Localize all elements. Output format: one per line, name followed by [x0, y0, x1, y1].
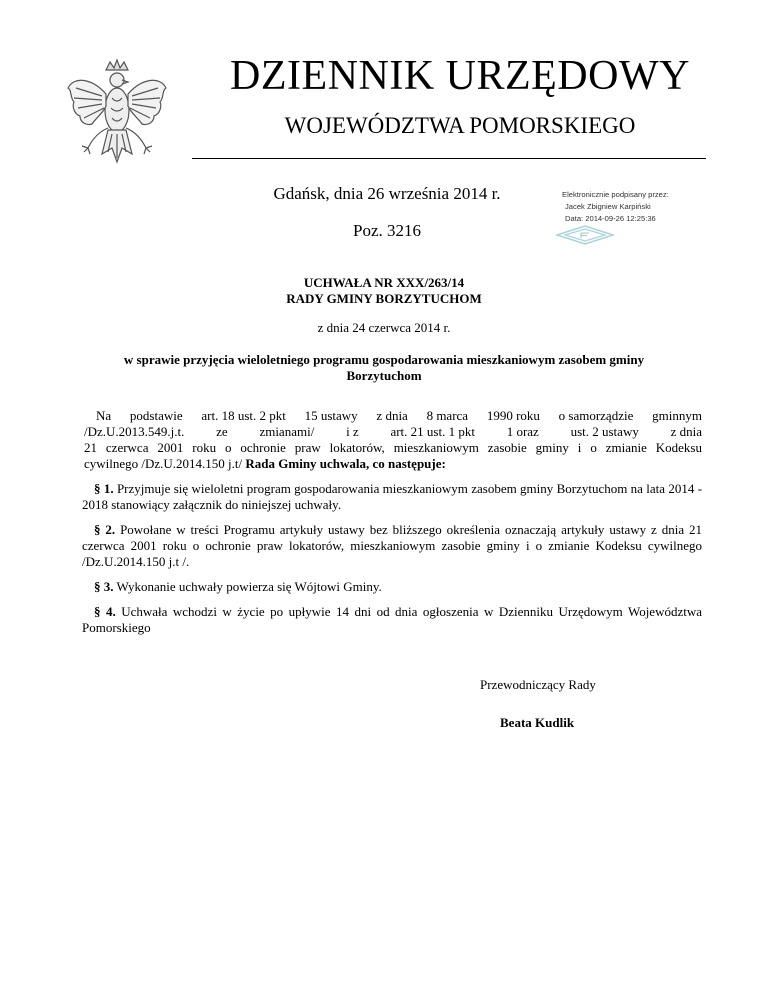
preamble-line-2: /Dz.U.2013.549.j.t. ze zmianami/ i z art. 21 ust. 1 pkt 1 oraz ust. 2 ustawy z dnia	[84, 424, 702, 439]
preamble-line-3: 21 czerwca 2001 roku o ochronie praw lokatorów, mieszkaniowym zasobie gminy i o zmianie Kodeksu	[84, 440, 702, 455]
subject-line-1: w sprawie przyjęcia wieloletniego programu gospodarowania mieszkaniowym zasobem gminy	[123, 352, 645, 367]
signature-line-1: Elektronicznie podpisany przez:	[562, 190, 669, 199]
resolution-date: z dnia 24 czerwca 2014 r.	[317, 320, 451, 335]
document-body	[82, 408, 702, 645]
preamble-enactment: Rada Gminy uchwala, co następuje:	[245, 456, 446, 471]
white-eagle-emblem-icon	[62, 58, 172, 178]
masthead-divider	[192, 158, 706, 159]
section-text: Powołane w treści Programu artykuły ustawy bez bliższego określenia oznaczają artykuły ustawy z dnia 21 czerwca 2001 roku o ochronie praw lokatorów, mieszkaniowym zasobie gminy i o zmianie Kodeksu cywilnego /Dz.U.2014.150 j.t /.	[82, 522, 703, 569]
resolution-council: RADY GMINY BORZYTUCHOM	[286, 291, 482, 306]
resolution-title	[150, 275, 618, 307]
section-2	[82, 522, 702, 570]
signature-validity-icon	[555, 225, 615, 245]
electronic-signature	[562, 189, 742, 225]
signature-line-2: Jacek Zbigniew Karpiński	[565, 202, 651, 211]
position-number: Poz. 3216	[353, 221, 421, 240]
preamble-line-1: Na podstawie art. 18 ust. 2 pkt 15 ustawy z dnia 8 marca 1990 roku o samorządzie gminnym	[96, 408, 702, 423]
masthead-title: DZIENNIK URZĘDOWY	[230, 53, 690, 99]
subject-line-2: Borzytuchom	[346, 368, 422, 383]
preamble	[82, 408, 702, 472]
section-text: Przyjmuje się wieloletni program gospodarowania mieszkaniowym zasobem gminy Borzytuchom na lata 2014 - 2018 stanowiący załącznik do niniejszej uchwały.	[82, 481, 703, 512]
section-4	[82, 604, 702, 636]
resolution-subject	[86, 352, 682, 384]
chair-name: Beata Kudlik	[500, 715, 575, 730]
section-text: Wykonanie uchwały powierza się Wójtowi Gminy.	[116, 579, 382, 594]
section-number: § 3.	[94, 579, 114, 594]
section-number: § 4.	[94, 604, 116, 619]
section-text: Uchwała wchodzi w życie po upływie 14 dni od dnia ogłoszenia w Dzienniku Urzędowym Województwa Pomorskiego	[82, 604, 703, 635]
section-number: § 2.	[94, 522, 116, 537]
chair-role: Przewodniczący Rady	[480, 677, 596, 692]
masthead-subtitle: WOJEWÓDZTWA POMORSKIEGO	[284, 113, 636, 138]
section-1	[82, 481, 702, 513]
preamble-line-4: cywilnego /Dz.U.2014.150 j.t/ Rada Gminy uchwala, co następuje:	[84, 456, 446, 471]
resolution-number: UCHWAŁA NR XXX/263/14	[303, 275, 465, 290]
section-3	[82, 579, 702, 595]
section-number: § 1.	[94, 481, 114, 496]
place-date: Gdańsk, dnia 26 września 2014 r.	[273, 184, 501, 203]
signature-line-3: Data: 2014-09-26 12:25:36	[565, 214, 656, 223]
